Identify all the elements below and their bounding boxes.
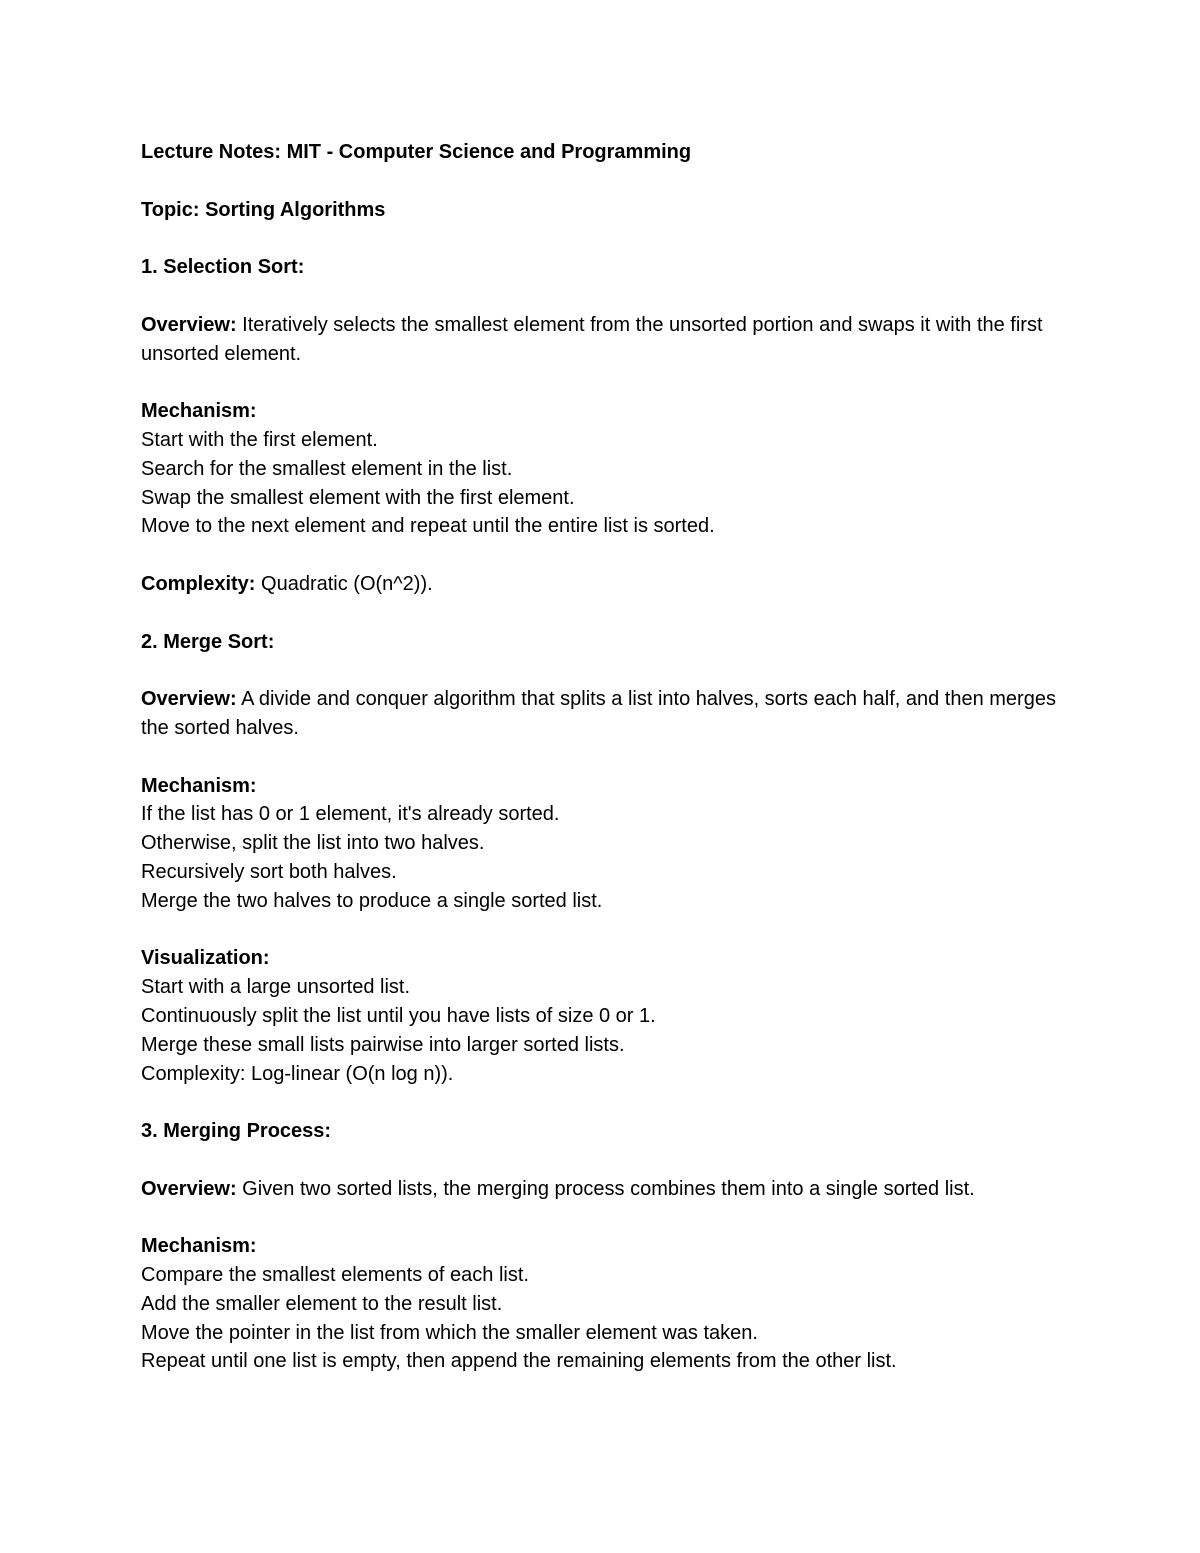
- visualization-line: Continuously split the list until you have lists of size 0 or 1.: [141, 1004, 656, 1027]
- section-heading-selection-sort: 1. Selection Sort:: [141, 256, 305, 279]
- mechanism-line: Compare the smallest elements of each list.: [141, 1264, 529, 1287]
- mechanism-line: Move to the next element and repeat until the entire list is sorted.: [141, 515, 715, 538]
- document-topic: Topic: Sorting Algorithms: [141, 198, 386, 221]
- overview-label: Overview:: [141, 313, 237, 336]
- mechanism-line: Swap the smallest element with the first element.: [141, 486, 575, 509]
- mechanism-line: Search for the smallest element in the list.: [141, 457, 513, 480]
- section-heading-merge-sort: 2. Merge Sort:: [141, 630, 275, 653]
- mechanism-line: Start with the first element.: [141, 428, 378, 451]
- overview-text: Iteratively selects the smallest element from the unsorted portion and swaps it with the first unsorted element.: [141, 313, 1043, 365]
- overview-label: Overview:: [141, 1177, 237, 1200]
- overview-text: A divide and conquer algorithm that splits a list into halves, sorts each half, and then merges the sorted halves.: [141, 688, 1056, 739]
- mechanism-line: Otherwise, split the list into two halves.: [141, 832, 485, 855]
- document-page: [141, 138, 1061, 1376]
- mechanism-label: Mechanism:: [141, 400, 257, 423]
- merge-sort-overview: [141, 685, 1061, 743]
- mechanism-label: Mechanism:: [141, 1235, 257, 1258]
- overview-text: Given two sorted lists, the merging process combines them into a single sorted list.: [236, 1177, 975, 1200]
- visualization-line: Merge these small lists pairwise into larger sorted lists.: [141, 1033, 625, 1056]
- visualization-line: Complexity: Log-linear (O(n log n)).: [141, 1062, 454, 1085]
- mechanism-line: Add the smaller element to the result list.: [141, 1292, 503, 1315]
- overview-label: Overview:: [141, 688, 237, 711]
- complexity-label: Complexity:: [141, 572, 256, 595]
- mechanism-line: Repeat until one list is empty, then append the remaining elements from the other list.: [141, 1350, 897, 1373]
- selection-sort-overview: [141, 311, 1061, 369]
- mechanism-line: Recursively sort both halves.: [141, 860, 397, 883]
- mechanism-line: If the list has 0 or 1 element, it's already sorted.: [141, 803, 560, 826]
- merging-process-overview: [141, 1175, 1061, 1204]
- visualization-label: Visualization:: [141, 947, 270, 970]
- selection-sort-complexity: [141, 570, 1061, 599]
- visualization-line: Start with a large unsorted list.: [141, 976, 411, 999]
- mechanism-line: Merge the two halves to produce a single sorted list.: [141, 889, 603, 912]
- document-title: Lecture Notes: MIT - Computer Science and Programming: [141, 141, 692, 163]
- section-heading-merging-process: 3. Merging Process:: [141, 1120, 332, 1143]
- mechanism-label: Mechanism:: [141, 774, 257, 797]
- mechanism-line: Move the pointer in the list from which the smaller element was taken.: [141, 1321, 758, 1344]
- complexity-text: Quadratic (O(n^2)).: [255, 572, 433, 595]
